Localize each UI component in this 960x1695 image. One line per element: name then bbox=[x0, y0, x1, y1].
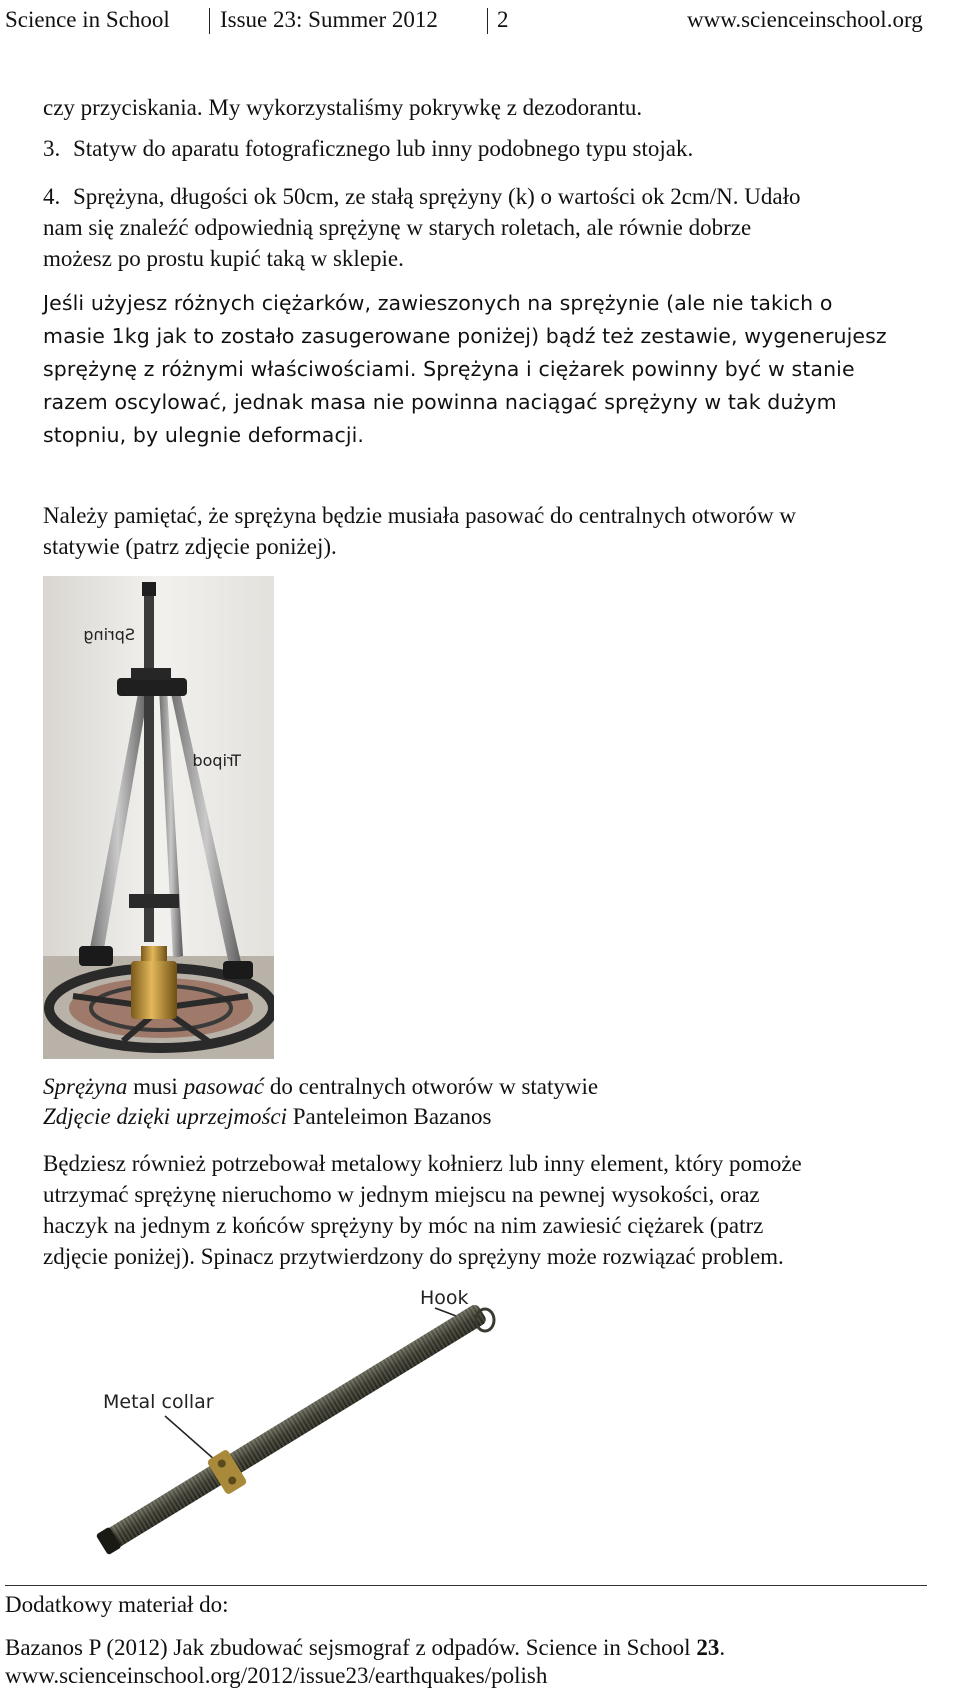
spring-illustration bbox=[85, 1280, 515, 1560]
header-divider bbox=[487, 8, 488, 34]
spring-label: Spring bbox=[83, 625, 135, 644]
paragraph-weights bbox=[43, 287, 923, 452]
caption-emphasis: Zdjęcie dzięki uprzejmości bbox=[43, 1104, 288, 1129]
page-number: 2 bbox=[497, 7, 509, 32]
citation-url[interactable]: www.scienceinschool.org/2012/issue23/earthquakes/polish bbox=[5, 1663, 548, 1688]
paragraph-line: stopniu, by ulegnie deformacji. bbox=[43, 423, 365, 447]
tripod-label: Tripod bbox=[192, 751, 241, 770]
paragraph-line: haczyk na jednym z końców sprężyny by móc na nim zawiesić ciężarek (patrz bbox=[43, 1213, 764, 1238]
list-item-continued: czy przyciskania. My wykorzystaliśmy pokrywkę z dezodorantu. bbox=[43, 95, 643, 120]
paragraph-line: utrzymać sprężynę nieruchomo w jednym miejscu na pewnej wysokości, oraz bbox=[43, 1182, 760, 1207]
page-header bbox=[5, 4, 955, 36]
website-link[interactable]: www.scienceinschool.org bbox=[687, 7, 923, 32]
journal-title: Science in School bbox=[5, 7, 170, 32]
list-text-line: możesz po prostu kupić taką w sklepie. bbox=[43, 246, 404, 271]
caption-line bbox=[43, 1072, 598, 1102]
citation-text: Bazanos P (2012) Jak zbudować sejsmograf z odpadów. Science in School bbox=[5, 1635, 697, 1660]
paragraph-line: masie 1kg jak to zostało zasugerowane poniżej) bądź też zestawie, wygenerujesz bbox=[43, 324, 887, 348]
list-text: Statyw do aparatu fotograficznego lub inny podobnego typu stojak. bbox=[73, 136, 694, 161]
issue-label: Issue 23: Summer 2012 bbox=[220, 7, 438, 32]
list-text-line: nam się znaleźć odpowiednią sprężynę w starych roletach, ale równie dobrze bbox=[43, 215, 752, 240]
paragraph-line: sprężynę z różnymi właściwościami. Sprężyna i ciężarek powinny być w stanie bbox=[43, 357, 855, 381]
citation bbox=[5, 1634, 725, 1662]
metal-collar-label: Metal collar bbox=[103, 1391, 214, 1413]
list-number: 4. bbox=[43, 184, 61, 209]
caption-text: Panteleimon Bazanos bbox=[287, 1104, 492, 1129]
citation-text: . bbox=[719, 1635, 726, 1660]
footer-divider bbox=[5, 1585, 927, 1586]
footer-heading: Dodatkowy materiał do: bbox=[5, 1592, 229, 1617]
tripod-illustration bbox=[43, 576, 274, 1059]
photo-caption bbox=[43, 1072, 598, 1132]
list-text-line: Sprężyna, długości ok 50cm, ze stałą sprężyny (k) o wartości ok 2cm/N. Udało bbox=[73, 184, 801, 209]
tripod-photo bbox=[43, 576, 274, 1059]
paragraph-line: razem oscylować, jednak masa nie powinna naciągać sprężyny w tak dużym bbox=[43, 390, 837, 414]
caption-credit bbox=[43, 1102, 598, 1132]
header-divider bbox=[209, 8, 210, 34]
caption-emphasis: Sprężyna bbox=[43, 1074, 128, 1099]
paragraph-tripod-fit bbox=[43, 500, 923, 562]
paragraph-line: Będziesz również potrzebował metalowy kołnierz lub inny element, który pomoże bbox=[43, 1151, 802, 1176]
paragraph-line: Jeśli użyjesz różnych ciężarków, zawieszonych na sprężynie (ale nie takich o bbox=[43, 291, 833, 315]
caption-text: musi bbox=[127, 1074, 184, 1099]
caption-emphasis: pasować bbox=[183, 1074, 265, 1099]
paragraph-line: zdjęcie poniżej). Spinacz przytwierdzony do sprężyny może rozwiązać problem. bbox=[43, 1244, 784, 1269]
list-item bbox=[43, 181, 923, 276]
paragraph-line: statywie (patrz zdjęcie poniżej). bbox=[43, 534, 337, 559]
paragraph-collar-hook bbox=[43, 1148, 923, 1272]
spring-photo bbox=[85, 1280, 515, 1560]
list-number: 3. bbox=[43, 136, 61, 161]
hook-label: Hook bbox=[420, 1287, 469, 1309]
caption-text: do centralnych otworów w statywie bbox=[264, 1074, 599, 1099]
citation-volume: 23 bbox=[696, 1635, 720, 1660]
paragraph-line: Należy pamiętać, że sprężyna będzie musiała pasować do centralnych otworów w bbox=[43, 503, 796, 528]
